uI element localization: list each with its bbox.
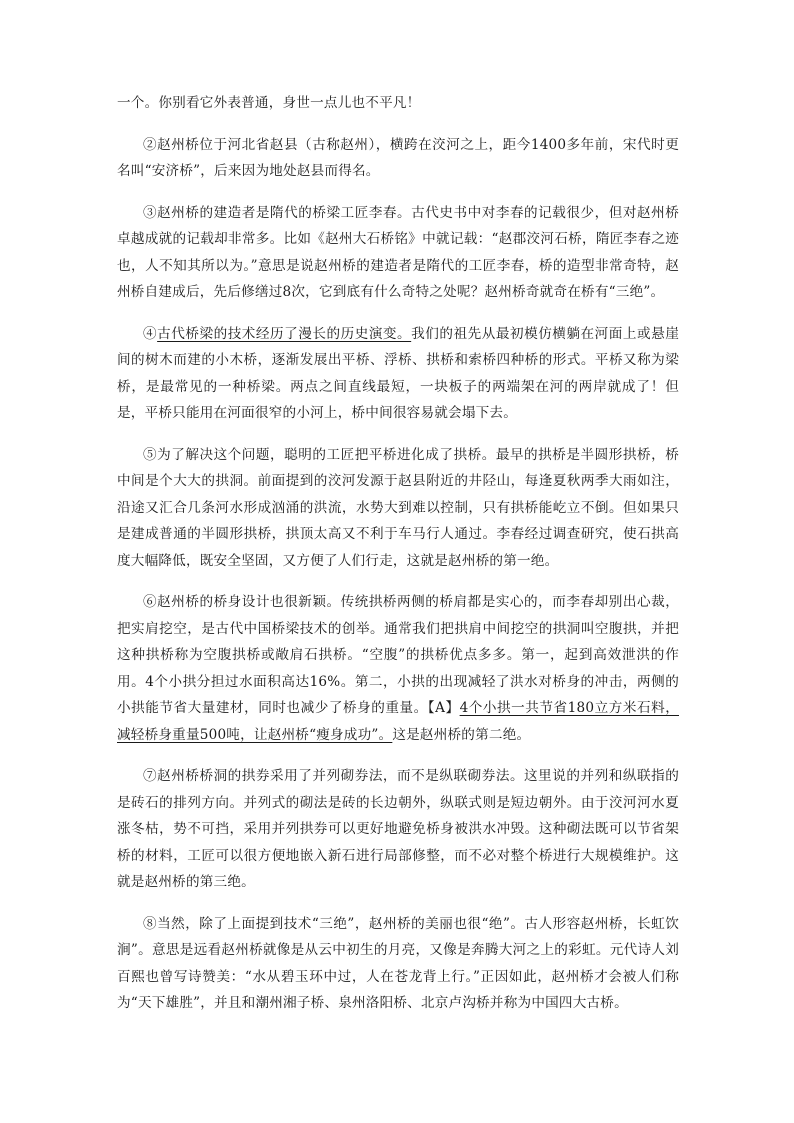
paragraph-6-main: ⑥赵州桥的桥身设计也很新颖。传统拱桥两侧的桥肩都是实心的，而李春却别出心裁，把实肩挖空，是古代中国桥梁技术的创举。通常我们把拱肩中间挖空的拱洞叫空腹拱，并把这种拱桥称为空腹拱桥或敞肩石拱桥。“空腹”的拱桥优点多多。第一，起到高效泄洪的作用。4个小拱分担过水面积高达16%。第二，小拱的出现减轻了洪水对桥身的冲击，两侧的小拱能节省大量建材，同时也减少了桥身的重量。【A】 <box>117 594 679 716</box>
underlined-sentence-4: 古代桥梁的技术经历了漫长的历史演变。 <box>157 325 412 342</box>
document-body <box>117 90 679 1032</box>
paragraph-6-end: 这是赵州桥的第二绝。 <box>392 726 531 743</box>
paragraph-1-continued: 一个。你别看它外表普通，身世一点儿也不平凡！ <box>117 95 421 111</box>
paragraph-6 <box>117 589 679 748</box>
paragraph-5: ⑤为了解决这个问题，聪明的工匠把平桥进化成了拱桥。最早的拱桥是半圆形拱桥，桥中间是个大大的拱洞。前面提到的洨河发源于赵县附近的井陉山，每逢夏秋两季大雨如注，沿途又汇合几条河水形成汹涌的洪流，水势大到难以控制，只有拱桥能屹立不倒。但如果只是建成普通的半圆形拱桥，拱顶太高又不利于车马行人通过。李春经过调查研究，使石拱高度大幅降低，既安全坚固，又方便了人们行走，这就是赵州桥的第一绝。 <box>117 446 679 569</box>
paragraph-4 <box>117 321 679 427</box>
paragraph-7: ⑦赵州桥桥洞的拱券采用了并列砌券法，而不是纵联砌券法。这里说的并列和纵联指的是砖石的排列方向。并列式的砌法是砖的长边朝外，纵联式则是短边朝外。由于洨河河水夏涨冬枯，势不可挡，采用并列拱券可以更好地避免桥身被洪水冲毁。这种砌法既可以节省架桥的材料，工匠可以很方便地嵌入新石进行局部修整，而不必对整个桥进行大规模维护。这就是赵州桥的第三绝。 <box>117 768 679 890</box>
paragraph-3: ③赵州桥的建造者是隋代的桥梁工匠李春。古代史书中对李春的记载很少，但对赵州桥卓越成就的记载却非常多。比如《赵州大石桥铭》中就记载：“赵郡洨河石桥，隋匠李春之迹也，人不知其所以为。”意思是说赵州桥的建造者是隋代的工匠李春，桥的造型非常奇特，赵州桥自建成后，先后修缮过8次，它到底有什么奇特之处呢？赵州桥奇就奇在桥有“三绝”。 <box>117 204 679 300</box>
paragraph-2: ②赵州桥位于河北省赵县（古称赵州），横跨在洨河之上，距今1400多年前，宋代时更名叫“安济桥”，后来因为地处赵县而得名。 <box>117 136 679 179</box>
paragraph-4-rest: 我们的祖先从最初模仿横躺在河面上或悬崖间的树木而建的小木桥，逐渐发展出平桥、浮桥、拱桥和索桥四种桥的形式。平桥又称为梁桥，是最常见的一种桥梁。两点之间直线最短，一块板子的两端架在河的两岸就成了！但是，平桥只能用在河面很窄的小河上，桥中间很容易就会塌下去。 <box>117 325 679 421</box>
paragraph-4-number: ④ <box>143 325 158 342</box>
paragraph-8: ⑧当然，除了上面提到技术“三绝”，赵州桥的美丽也很“绝”。古人形容赵州桥，长虹饮涧”。意思是远看赵州桥就像是从云中初生的月亮，又像是奔腾大河之上的彩虹。元代诗人刘百熙也曾写诗赞美：“水从碧玉环中过，人在苍龙背上行。”正因如此，赵州桥才会被人们称为“天下雄胜”，并且和潮州湘子桥、泉州洛阳桥、北京卢沟桥并称为中国四大古桥。 <box>117 915 679 1011</box>
underlined-sentence-6: 4个小拱一共节省180立方米石料，减轻桥身重量500吨，让赵州桥“瘦身成功”。 <box>117 700 679 743</box>
